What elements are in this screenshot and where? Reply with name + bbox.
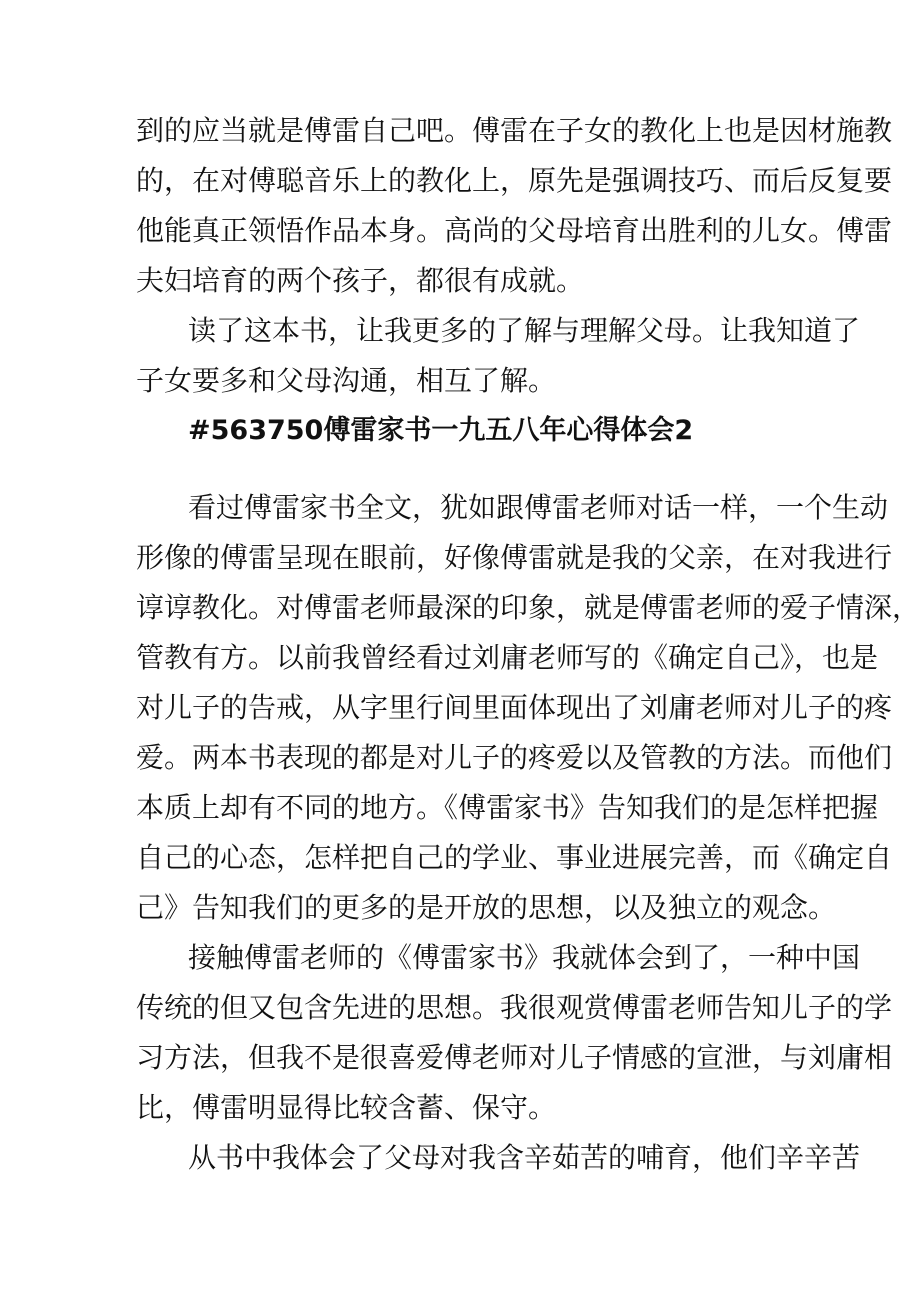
- text-line: 看过傅雷家书全文，犹如跟傅雷老师对话一样，一个生动: [188, 491, 889, 524]
- text-line: 本质上却有不同的地方。《傅雷家书》告知我们的是怎样把握: [136, 791, 879, 824]
- text-line: 比，傅雷明显得比较含蓄、保守。: [136, 1091, 557, 1124]
- text-line: 夫妇培育的两个孩子，都很有成就。: [136, 264, 585, 297]
- text-line: 习方法，但我不是很喜爱傅老师对儿子情感的宣泄，与刘庸相: [136, 1041, 893, 1074]
- text-line: 管教有方。以前我曾经看过刘庸老师写的《确定自己》，也是: [136, 641, 879, 674]
- text-line: 己》告知我们的更多的是开放的思想，以及独立的观念。: [136, 891, 837, 924]
- text-line: 他能真正领悟作品本身。高尚的父母培育出胜利的儿女。傅雷: [136, 214, 893, 247]
- text-line: 传统的但又包含先进的思想。我很观赏傅雷老师告知儿子的学: [136, 991, 893, 1024]
- text-line: 自己的心态，怎样把自己的学业、事业进展完善，而《确定自: [136, 841, 893, 874]
- text-line: 从书中我体会了父母对我含辛茹苦的哺育，他们辛辛苦: [188, 1141, 861, 1174]
- text-line: 的，在对傅聪音乐上的教化上，原先是强调技巧、而后反复要: [136, 164, 893, 197]
- text-line: 谆谆教化。对傅雷老师最深的印象，就是傅雷老师的爱子情深，: [136, 591, 920, 624]
- text-line: 子女要多和父母沟通，相互了解。: [136, 364, 557, 397]
- text-line: 形像的傅雷呈现在眼前，好像傅雷就是我的父亲，在对我进行: [136, 541, 893, 574]
- text-line: 爱。两本书表现的都是对儿子的疼爱以及管教的方法。而他们: [136, 741, 893, 774]
- text-line: 读了这本书，让我更多的了解与理解父母。让我知道了: [188, 314, 861, 347]
- text-line: 接触傅雷老师的《傅雷家书》我就体会到了，一种中国: [188, 941, 861, 974]
- text-line: 对儿子的告戒，从字里行间里面体现出了刘庸老师对儿子的疼: [136, 691, 893, 724]
- text-line: 到的应当就是傅雷自己吧。傅雷在子女的教化上也是因材施教: [136, 114, 893, 147]
- section-heading: #563750傅雷家书一九五八年心得体会2: [188, 415, 694, 446]
